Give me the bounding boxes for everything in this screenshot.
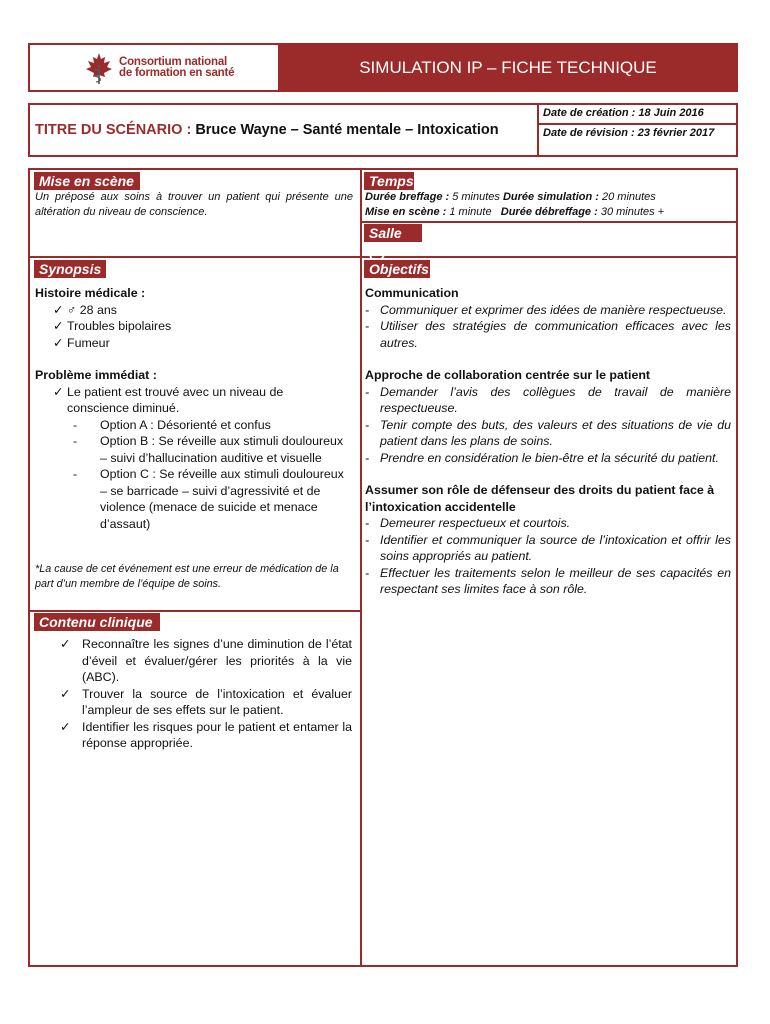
objectif-group-title: Communication	[365, 286, 459, 300]
check-icon: ✓	[60, 719, 71, 734]
objectif-item: - Identifier et communiquer la source de l’intoxication et offrir les soins appropriés au patient.	[365, 532, 731, 563]
mise-label: Mise en scène :	[365, 206, 447, 218]
dash-marker: -	[365, 319, 370, 333]
simulation-value: 20 minutes	[598, 191, 656, 203]
option-item: - Option B : Se réveille aux stimuli douloureux – suivi d’hallucination auditive et visuelle	[73, 434, 344, 465]
synopsis-heading: Synopsis	[34, 260, 106, 278]
contenu-item: ✓ Identifier les risques pour le patient et entamer la réponse appropriée.	[60, 719, 352, 750]
objectifs-body	[365, 285, 731, 598]
page-title: SIMULATION IP – FICHE TECHNIQUE	[278, 45, 736, 90]
check-icon: ✓	[60, 637, 71, 651]
check-icon: ✓	[53, 335, 64, 350]
histoire-item: ✓ Troubles bipolaires	[53, 319, 172, 333]
dash-marker: -	[365, 565, 370, 580]
header	[28, 43, 738, 92]
option-item: - Option C : Se réveille aux stimuli douloureux – se barricade – suivi d’agressivité et de violence (menace de suicide et menace d’assaut)	[73, 467, 344, 531]
option-item: - Option A : Désorienté et confus	[73, 417, 271, 432]
objectif-item: - Utiliser des stratégies de communication efficaces avec les autres.	[365, 319, 731, 350]
logo-line-1: Consortium national	[119, 55, 228, 68]
synopsis-contenu-divider	[30, 610, 360, 612]
histoire-heading: Histoire médicale :	[35, 286, 146, 300]
objectif-group-title: Approche de collaboration centrée sur le patient	[365, 368, 651, 382]
synopsis-note: *La cause de cet événement est une erreur de médication de la part d’un membre de l’équipe de soins.	[35, 563, 339, 590]
maple-leaf-caduceus-icon	[82, 51, 116, 85]
objectif-group-title: Assumer son rôle de défenseur des droits du patient face à l’intoxication accidentelle	[365, 483, 715, 514]
revision-date: Date de révision : 23 février 2017	[543, 127, 715, 139]
scenario-title	[30, 105, 537, 155]
dash-marker: -	[365, 302, 370, 317]
dash-marker: -	[73, 434, 78, 448]
mise-en-scene-text: Un préposé aux soins à trouver un patient qui présente une altération du niveau de conscience.	[35, 191, 353, 218]
temps-details	[365, 190, 735, 220]
objectif-item: - Demeurer respectueux et courtois.	[365, 516, 571, 530]
scenario-title-label: TITRE DU SCÉNARIO :	[35, 122, 196, 138]
contenu-list	[60, 636, 352, 752]
synopsis-body	[35, 285, 353, 532]
dash-marker: -	[365, 532, 370, 547]
dash-marker: -	[73, 467, 78, 481]
contenu-item: ✓ Trouver la source de l’intoxication et évaluer l’ampleur de ses effets sur le patient.	[60, 686, 352, 717]
scenario-title-bar	[28, 103, 738, 157]
dash-marker: -	[365, 417, 370, 432]
probleme-heading: Problème immédiat :	[35, 368, 157, 382]
dash-marker: -	[365, 516, 370, 530]
dates-box	[537, 105, 736, 155]
debreffage-value: 30 minutes +	[597, 206, 665, 218]
dash-marker: -	[365, 384, 370, 399]
objectif-item: - Prendre en considération le bien-être et la sécurité du patient.	[365, 450, 719, 465]
scenario-name: Bruce Wayne – Santé mentale – Intoxication	[195, 122, 499, 138]
logo	[30, 45, 278, 90]
column-divider	[360, 170, 362, 967]
temps-salle-divider	[362, 221, 736, 223]
check-icon: ✓	[53, 302, 64, 317]
mise-value: 1 minute	[446, 206, 495, 218]
histoire-item: ✓ ♂ 28 ans	[53, 302, 117, 317]
histoire-item: ✓ Fumeur	[53, 335, 110, 350]
objectif-item: - Tenir compte des buts, des valeurs et des situations de vie du patient dans les plans de soins.	[365, 417, 731, 448]
contenu-item: ✓ Reconnaître les signes d’une diminution de l’état d’éveil et évaluer/gérer les priorités à la vie (ABC).	[60, 637, 352, 684]
check-icon: ✓	[60, 686, 71, 701]
creation-date: Date de création : 18 Juin 2016	[539, 105, 736, 125]
salle-heading: Salle (s)	[364, 224, 422, 242]
debreffage-label: Durée débreffage :	[500, 206, 598, 218]
contenu-heading: Contenu clinique	[34, 613, 160, 631]
dash-marker: -	[365, 450, 370, 465]
objectif-item: - Communiquer et exprimer des idées de manière respectueuse.	[365, 302, 727, 317]
logo-line-2: de formation en santé	[119, 66, 235, 79]
check-icon: ✓	[53, 319, 64, 333]
check-icon: ✓	[53, 384, 64, 399]
mise-en-scene-heading: Mise en scène	[34, 172, 140, 190]
objectif-item: - Effectuer les traitements selon le meilleur de ses capacités en respectant ses limites face à son rôle.	[365, 565, 731, 596]
breffage-label: Durée breffage :	[365, 191, 450, 203]
probleme-item: ✓ Le patient est trouvé avec un niveau de conscience diminué.	[53, 384, 284, 415]
objectifs-heading: Objectifs	[364, 260, 430, 278]
temps-heading: Temps	[364, 172, 414, 190]
objectif-item: - Demander l’avis des collègues de travail de manière respectueuse.	[365, 384, 731, 415]
breffage-value: 5 minutes	[449, 191, 503, 203]
dash-marker: -	[73, 417, 78, 432]
simulation-label: Durée simulation :	[502, 191, 599, 203]
content-grid	[28, 168, 738, 967]
